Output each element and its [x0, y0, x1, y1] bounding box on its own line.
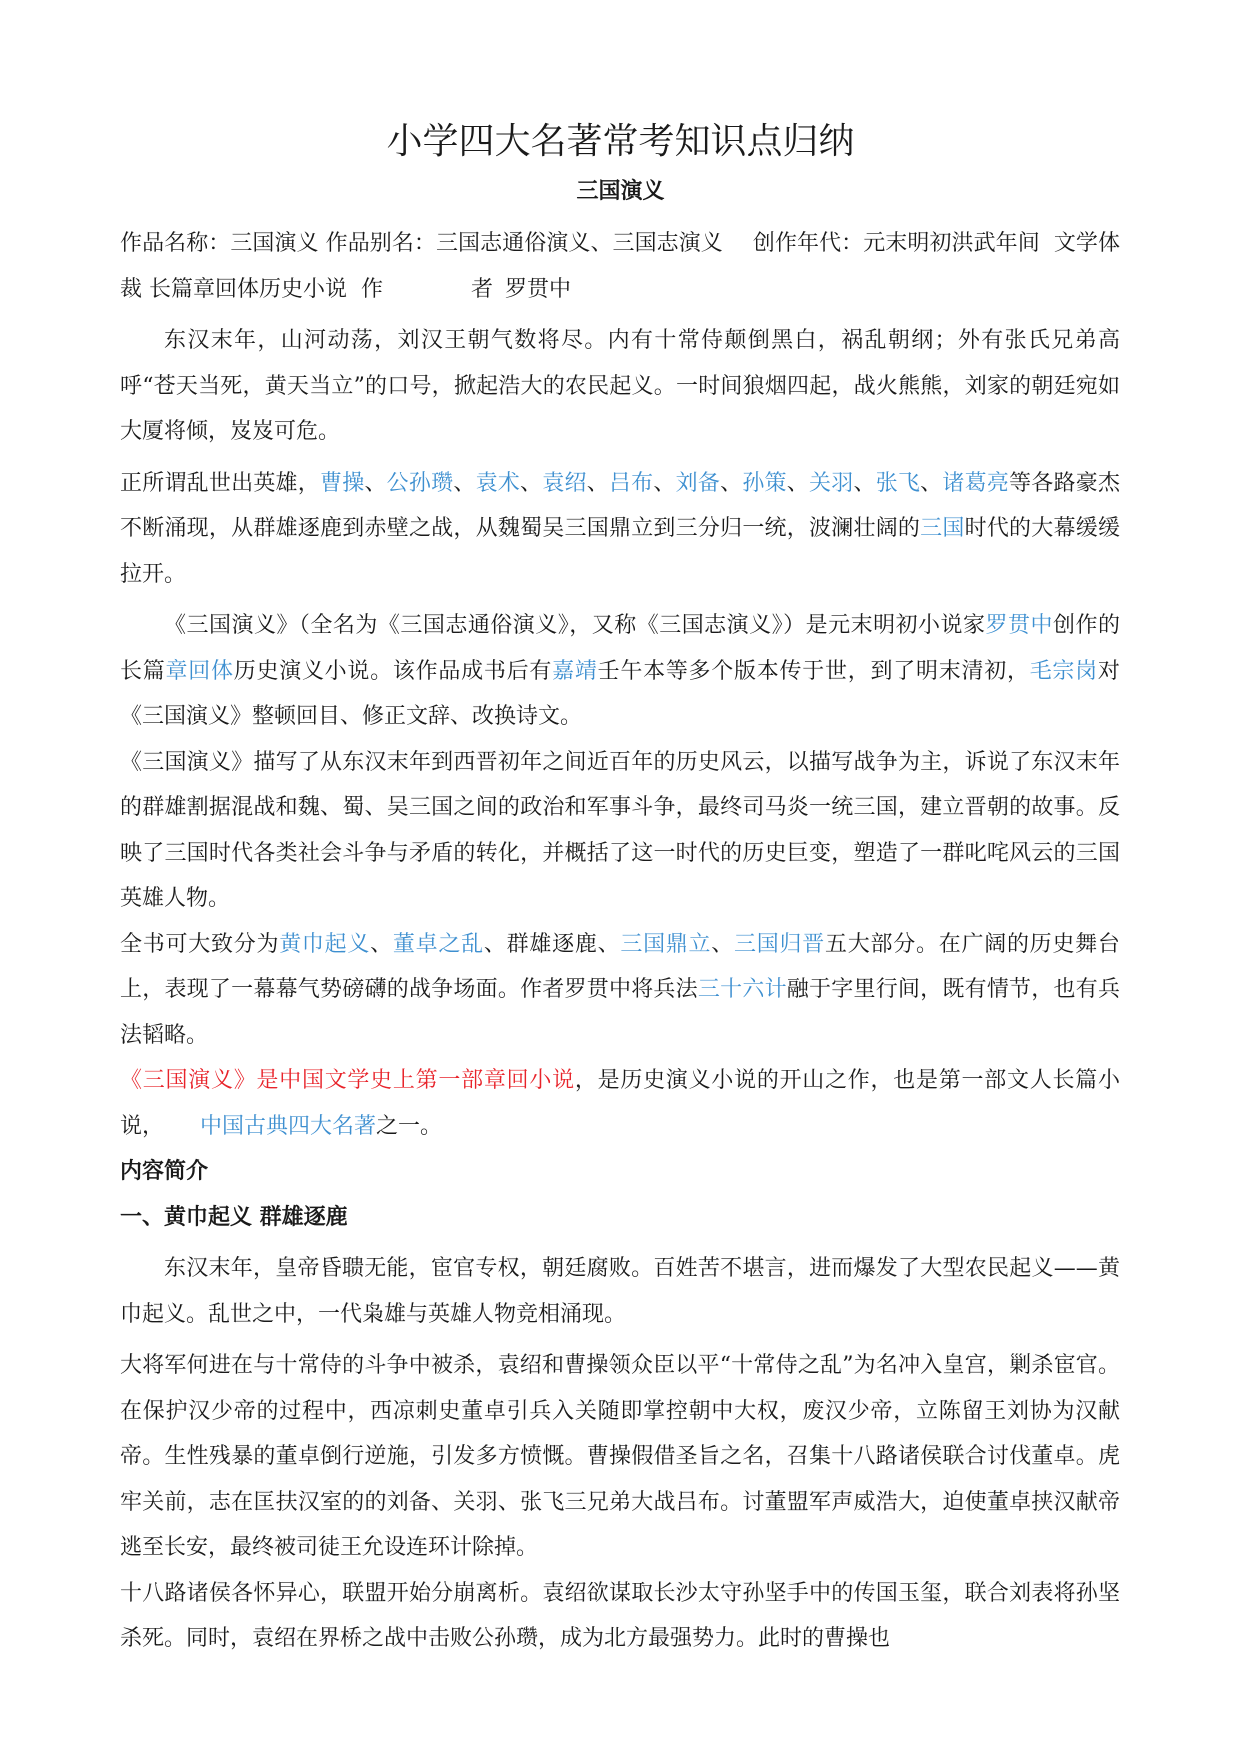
link-four-classics[interactable]: 中国古典四大名著 — [200, 1113, 377, 1139]
hero-separator: 、 — [453, 470, 476, 496]
paragraph-significance — [120, 1058, 1120, 1149]
heroes-body-text: 等各路豪杰不断涌现，从群雄逐鹿到赤壁之战，从魏蜀吴三国鼎立到三分归一统，波澜壮阔的 — [120, 470, 1120, 541]
significance-text-a: ，是历史演义小说的开山之作，也是第一部文人长篇小说， — [120, 1068, 1120, 1139]
significance-text-b: 之一。 — [376, 1113, 443, 1139]
hero-separator: 、 — [586, 470, 609, 496]
hero-link[interactable]: 张飞 — [875, 470, 921, 496]
about-text-c: 历史演义小说。该作品成书后有 — [233, 658, 553, 684]
work-info — [120, 221, 1120, 312]
hero-separator: 、 — [653, 470, 676, 496]
hero-link[interactable]: 公孙瓒 — [386, 470, 454, 496]
parts-sep-1: 、 — [370, 931, 393, 957]
heading-content-intro: 内容简介 — [120, 1159, 209, 1184]
author-name: 罗贯中 — [505, 276, 572, 302]
paragraph-parts — [120, 922, 1120, 1059]
hero-link[interactable]: 袁术 — [475, 470, 521, 496]
paragraph-intro: 东汉末年，山河动荡，刘汉王朝气数将尽。内有十常侍颠倒黑白，祸乱朝纲；外有张氏兄弟高呼“苍天当死，黄天当立”的口号，掀起浩大的农民起义。一时间狼烟四起，战火熊熊，刘家的朝廷宛如大厦将倾，岌岌可危。 — [120, 328, 1120, 444]
hero-link[interactable]: 诸葛亮 — [942, 470, 1010, 496]
link-mao-zonggang[interactable]: 毛宗岗 — [1029, 658, 1098, 684]
hero-list — [320, 471, 1009, 496]
link-luo-guanzhong[interactable]: 罗贯中 — [985, 613, 1053, 638]
heading-section-1: 一、黄巾起义 群雄逐鹿 — [120, 1204, 348, 1230]
link-zhanghuiti[interactable]: 章回体 — [165, 658, 234, 684]
hero-separator: 、 — [520, 470, 543, 496]
parts-text-c: 五大部分。在广阔的历史舞台上，表现了一幕幕气势磅礴的战争场面。作者罗贯中将兵法 — [120, 931, 1120, 1002]
work-info-genre: 文学体裁 长篇章回体历史小说 — [120, 231, 1120, 302]
paragraph-dong-zhuo: 大将军何进在与十常侍的斗争中被杀，袁绍和曹操领众臣以平“十常侍之乱”为名冲入皇宫，剿杀宦官。在保护汉少帝的过程中，西凉刺史董卓引兵入关随即掌控朝中大权，废汉少帝，立陈留王刘协为汉献帝。生性残暴的董卓倒行逆施，引发多方愤慨。曹操假借圣旨之名，召集十八路诸侯联合讨伐董卓。虎牢关前，志在匡扶汉室的的刘备、关羽、张飞三兄弟大战吕布。讨董盟军声威浩大，迫使董卓挟汉献帝逃至长安，最终被司徒王允设连环计除掉。 — [120, 1353, 1120, 1560]
paragraph-about — [120, 603, 1120, 740]
document-body — [120, 221, 1120, 1662]
parts-sep-2: 、 — [711, 931, 735, 957]
link-huangjin[interactable]: 黄巾起义 — [279, 931, 371, 957]
heroes-tail-text: 时代的大幕缓缓拉开。 — [120, 516, 1120, 587]
hero-link[interactable]: 孙策 — [742, 470, 787, 496]
link-sanguo[interactable]: 三国 — [920, 516, 965, 541]
link-dongzhuo[interactable]: 董卓之乱 — [392, 931, 484, 957]
hero-separator: 、 — [920, 470, 943, 496]
author-label: 作 — [361, 276, 384, 302]
paragraph-heroes — [120, 461, 1120, 598]
about-text-a: 《三国演义》（全名为《三国志通俗演义》，又称《三国志演义》）是元末明初小说家 — [164, 613, 986, 638]
hero-link[interactable]: 关羽 — [809, 470, 854, 496]
hero-link[interactable]: 袁绍 — [542, 470, 587, 496]
page-title: 小学四大名著常考知识点归纳 — [386, 121, 855, 162]
about-text-b: 创作的长篇 — [120, 613, 1120, 684]
about-text-d: 壬午本等多个版本传于世，到了明末清初， — [597, 658, 1030, 684]
heroes-lead-text: 正所谓乱世出英雄， — [120, 470, 320, 496]
hero-separator: 、 — [786, 470, 810, 496]
parts-text-b: 、群雄逐鹿、 — [483, 931, 621, 957]
parts-text-d: 融于字里行间，既有情节，也有兵法韬略。 — [120, 977, 1120, 1048]
highlight-first-novel: 《三国演义》是中国文学史上第一部章回小说 — [120, 1068, 575, 1093]
paragraph-yellow-turban: 东汉末年，皇帝昏聩无能，宦官专权，朝廷腐败。百姓苦不堪言，进而爆发了大型农民起义——黄巾起义。乱世之中，一代枭雄与英雄人物竞相涌现。 — [120, 1256, 1120, 1327]
link-jiajing[interactable]: 嘉靖 — [552, 658, 598, 684]
hero-separator: 、 — [720, 470, 743, 496]
parts-text-a: 全书可大致分为 — [120, 931, 280, 957]
hero-link[interactable]: 刘备 — [675, 470, 721, 496]
author-label-2: 者 — [471, 276, 494, 302]
hero-separator: 、 — [853, 470, 876, 496]
hero-link[interactable]: 吕布 — [608, 470, 654, 496]
paragraph-summary: 《三国演义》描写了从东汉末年到西晋初年之间近百年的历史风云，以描写战争为主，诉说了东汉末年的群雄割据混战和魏、蜀、吴三国之间的政治和军事斗争，最终司马炎一统三国，建立晋朝的故事。反映了三国时代各类社会斗争与矛盾的转化，并概括了这一时代的历史巨变，塑造了一群叱咤风云的三国英雄人物。 — [120, 749, 1120, 911]
work-info-era: 创作年代：元末明初洪武年间 — [752, 231, 1040, 256]
work-info-names: 作品名称：三国演义 作品别名：三国志通俗演义、三国志演义 — [120, 231, 723, 256]
link-dingli[interactable]: 三国鼎立 — [620, 931, 712, 957]
paragraph-alliance: 十八路诸侯各怀异心，联盟开始分崩离析。袁绍欲谋取长沙太守孙坚手中的传国玉玺，联合刘表将孙坚杀死。同时，袁绍在界桥之战中击败公孙瓒，成为北方最强势力。此时的曹操也 — [120, 1580, 1120, 1651]
link-36-stratagems[interactable]: 三十六计 — [697, 977, 787, 1002]
about-text-e: 对《三国演义》整顿回目、修正文辞、改换诗文。 — [120, 658, 1120, 729]
hero-link[interactable]: 曹操 — [319, 470, 365, 496]
link-guijin[interactable]: 三国归晋 — [734, 931, 826, 957]
hero-separator: 、 — [364, 470, 387, 496]
page-subtitle: 三国演义 — [576, 179, 665, 204]
